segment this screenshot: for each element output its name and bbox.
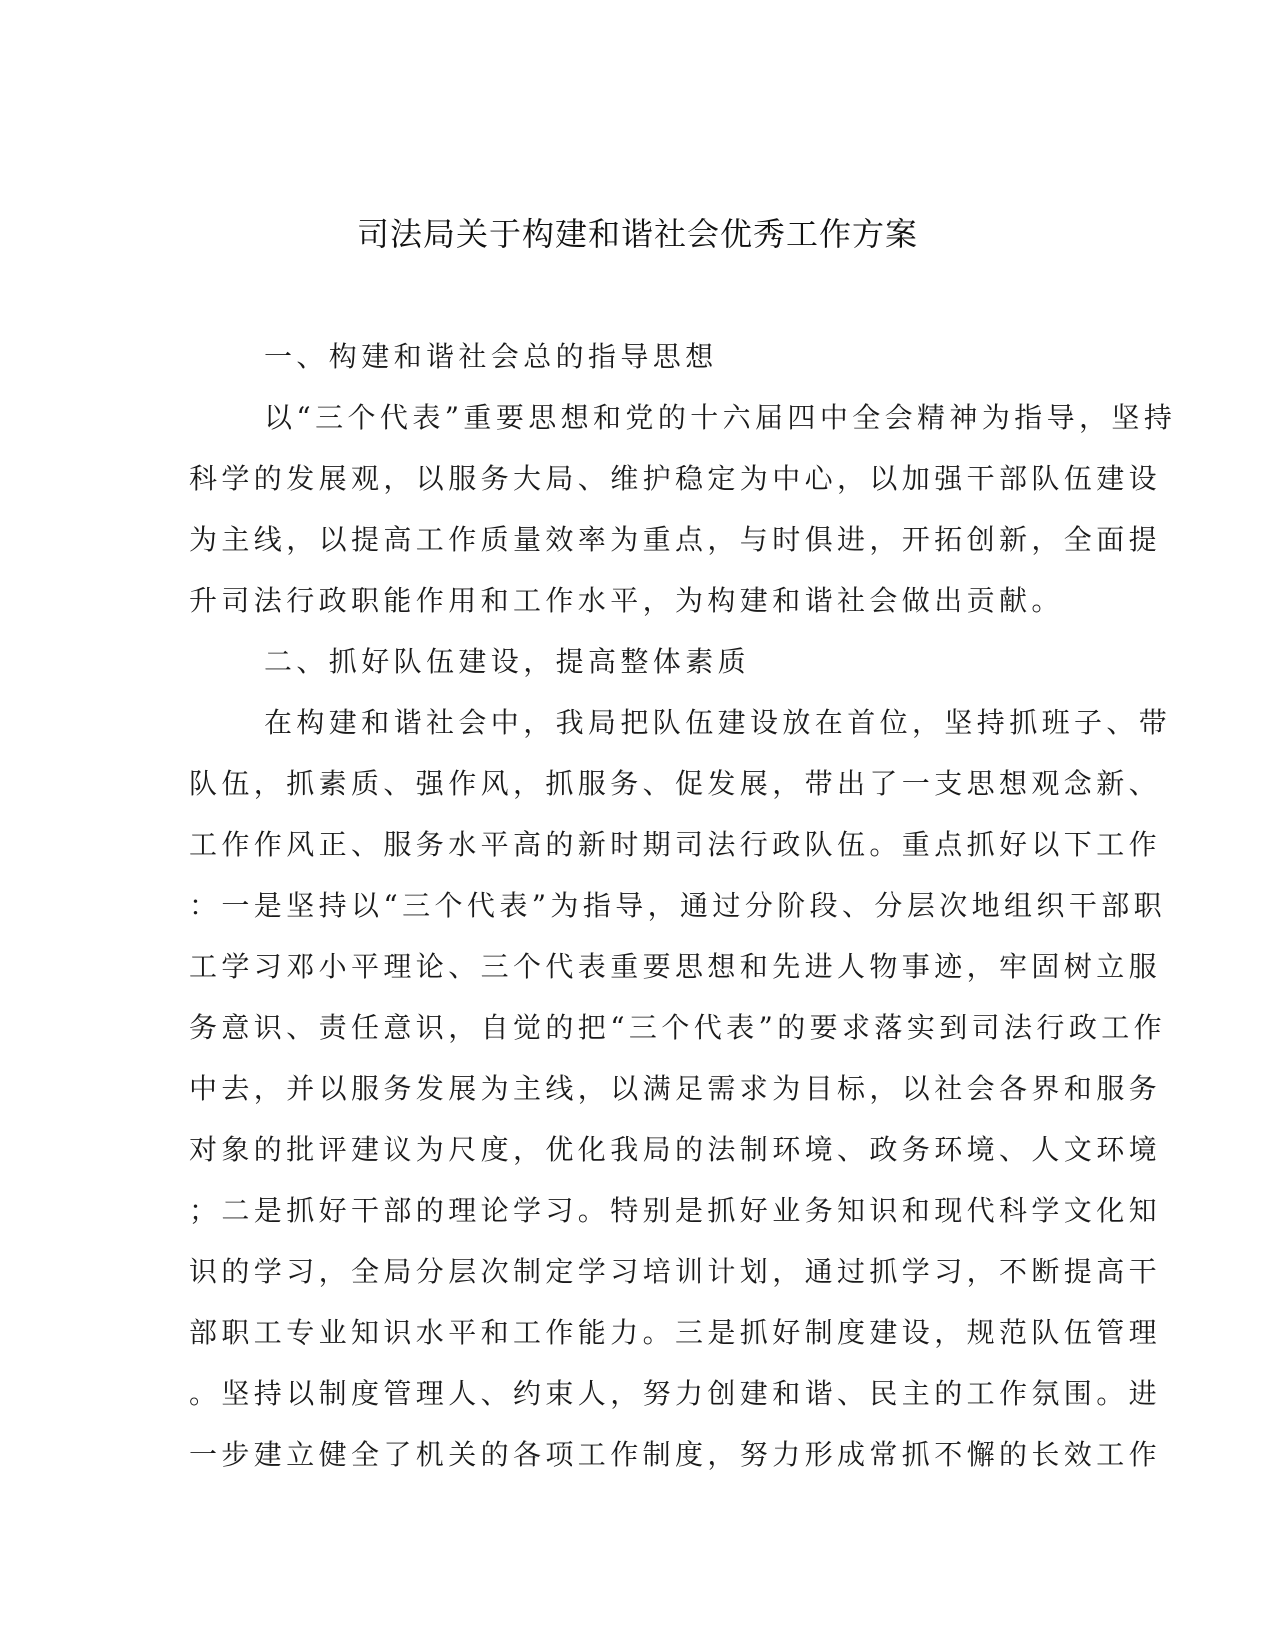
document-body: [189, 326, 1177, 1485]
paragraph-line: 工作作风正、服务水平高的新时期司法行政队伍。重点抓好以下工作: [189, 828, 1162, 861]
paragraph-line: ；二是抓好干部的理论学习。特别是抓好业务知识和现代科学文化知: [189, 1194, 1162, 1227]
paragraph-line: 对象的批评建议为尺度，优化我局的法制环境、政务环境、人文环境: [189, 1133, 1162, 1166]
paragraph-line: 升司法行政职能作用和工作水平，为构建和谐社会做出贡献。: [189, 584, 1064, 617]
paragraph-line: 部职工专业知识水平和工作能力。三是抓好制度建设，规范队伍管理: [189, 1316, 1162, 1349]
paragraph-line: 识的学习，全局分层次制定学习培训计划，通过抓学习，不断提高干: [189, 1255, 1162, 1288]
section-heading-2: 二、抓好队伍建设，提高整体素质: [264, 645, 751, 678]
paragraph-line: 工学习邓小平理论、三个代表重要思想和先进人物事迹，牢固树立服: [189, 950, 1162, 983]
paragraph-line: 中去，并以服务发展为主线，以满足需求为目标，以社会各界和服务: [189, 1072, 1162, 1105]
paragraph-line: 在构建和谐社会中，我局把队伍建设放在首位，坚持抓班子、带: [264, 706, 1172, 739]
paragraph-line: 以“三个代表”重要思想和党的十六届四中全会精神为指导，坚持: [264, 401, 1177, 434]
paragraph-line: 一步建立健全了机关的各项工作制度，努力形成常抓不懈的长效工作: [189, 1438, 1162, 1471]
paragraph-line: 。坚持以制度管理人、约束人，努力创建和谐、民主的工作氛围。进: [189, 1377, 1162, 1410]
paragraph-line: 为主线，以提高工作质量效率为重点，与时俱进，开拓创新，全面提: [189, 523, 1162, 556]
document-title: 司法局关于构建和谐社会优秀工作方案: [356, 215, 918, 253]
paragraph-line: ：一是坚持以“三个代表”为指导，通过分阶段、分层次地组织干部职: [189, 889, 1167, 922]
paragraph-line: 务意识、责任意识，自觉的把“三个代表”的要求落实到司法行政工作: [189, 1011, 1167, 1044]
paragraph-line: 科学的发展观，以服务大局、维护稳定为中心，以加强干部队伍建设: [189, 462, 1162, 495]
section-heading-1: 一、构建和谐社会总的指导思想: [264, 340, 718, 373]
paragraph-line: 队伍，抓素质、强作风，抓服务、促发展，带出了一支思想观念新、: [189, 767, 1162, 800]
